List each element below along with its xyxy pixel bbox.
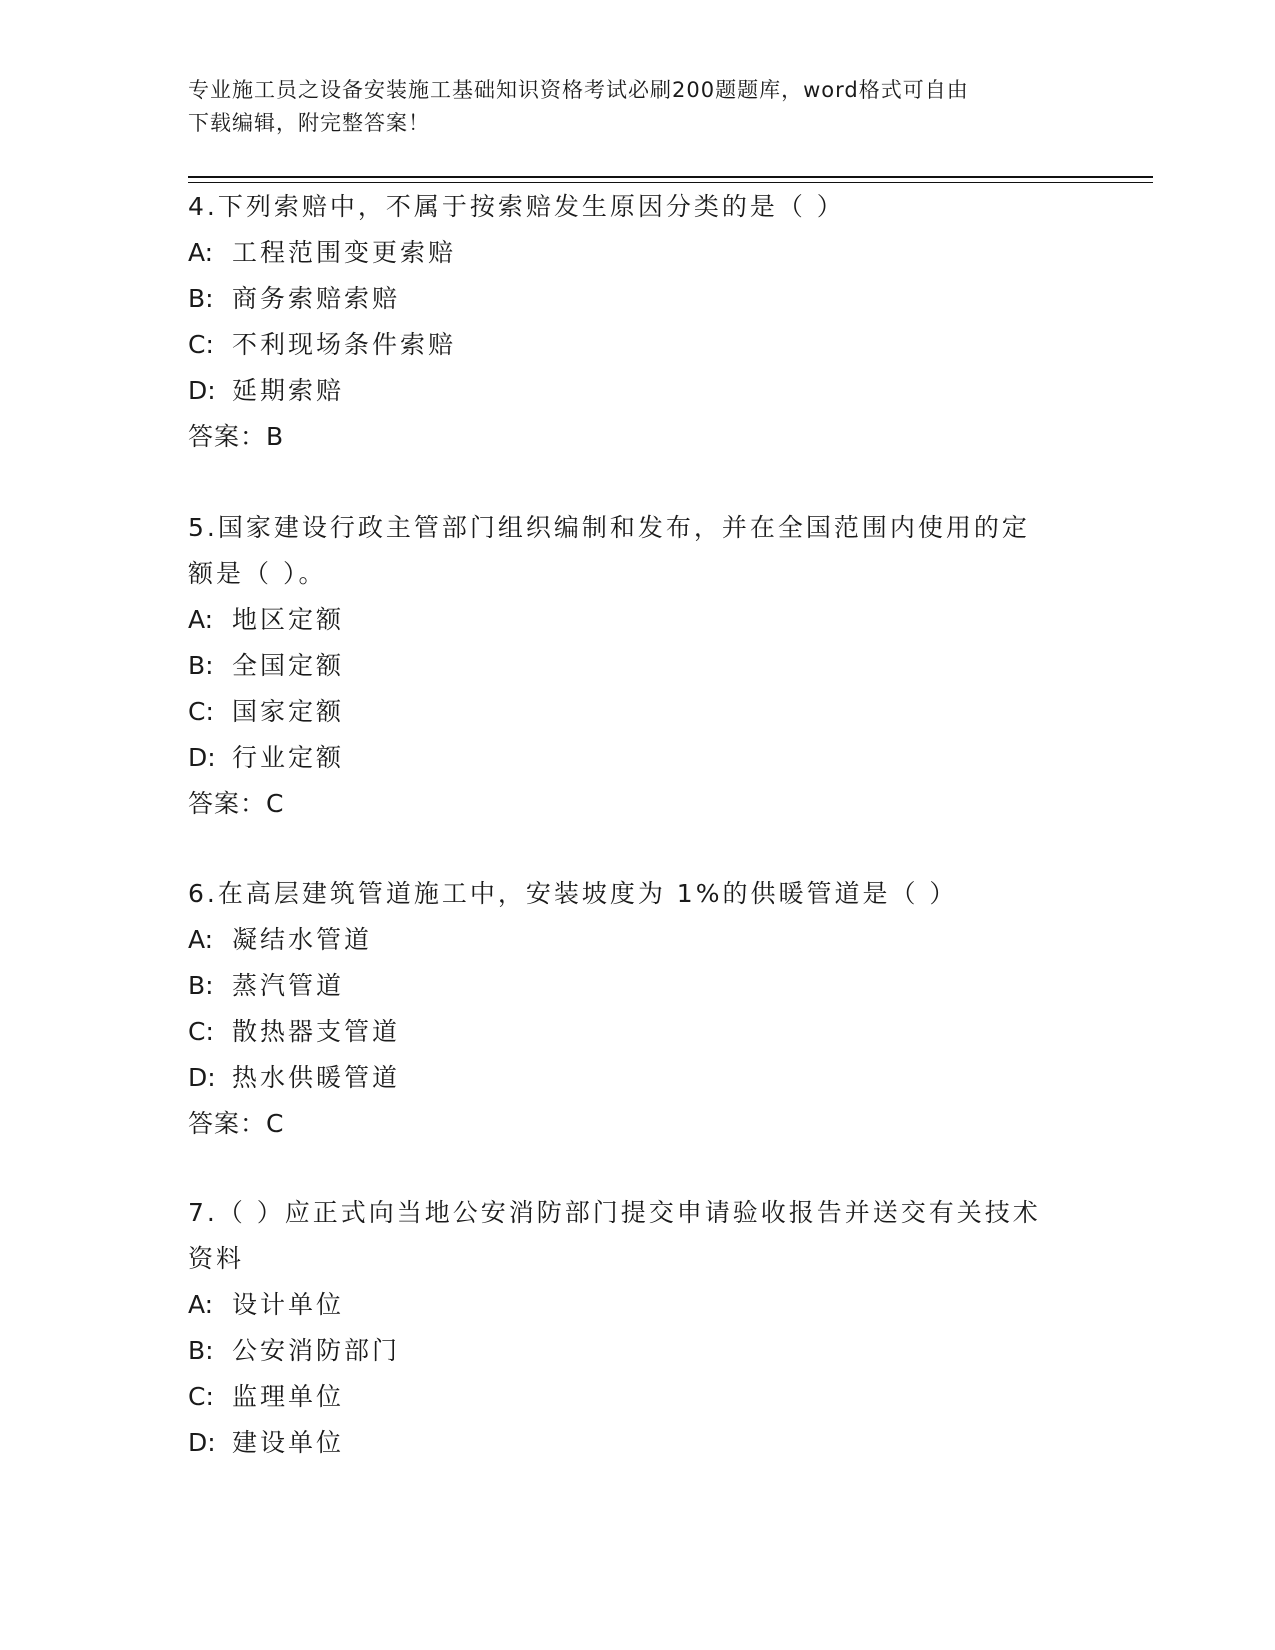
option-text: 散热器支管道 [232,1017,401,1046]
option-text: 地区定额 [232,605,345,634]
option-text: 设计单位 [232,1290,345,1319]
option-text: 延期索赔 [232,376,345,405]
option-b [188,963,1088,1009]
document-header [188,74,1088,140]
question-7 [188,1190,1088,1466]
option-letter: B: [188,651,214,680]
option-letter: B: [188,1336,214,1365]
option-text: 商务索赔索赔 [232,284,401,313]
answer-label: 答案：C [188,789,285,818]
option-letter: C: [188,330,214,359]
option-a [188,230,1088,276]
question-stem: 6.在高层建筑管道施工中，安装坡度为 1%的供暖管道是（ ） [188,879,958,908]
option-letter: C: [188,1382,214,1411]
question-5 [188,505,1088,827]
option-letter: C: [188,697,214,726]
option-c [188,1374,1088,1420]
option-letter: B: [188,971,214,1000]
header-title-line-2: 下载编辑，附完整答案！ [188,111,430,135]
question-stem: 5.国家建设行政主管部门组织编制和发布，并在全国范围内使用的定 [188,513,1030,542]
option-letter: B: [188,284,214,313]
option-text: 国家定额 [232,697,345,726]
option-d [188,735,1088,781]
option-text: 行业定额 [232,743,345,772]
option-text: 监理单位 [232,1382,345,1411]
option-d [188,1055,1088,1101]
option-b [188,643,1088,689]
option-text: 热水供暖管道 [232,1063,401,1092]
question-stem-continued: 资料 [188,1244,245,1273]
option-c [188,689,1088,735]
option-d [188,368,1088,414]
option-letter: D: [188,743,216,772]
option-b [188,276,1088,322]
option-letter: A: [188,238,214,267]
option-a [188,917,1088,963]
option-letter: D: [188,1063,216,1092]
option-text: 蒸汽管道 [232,971,345,1000]
option-letter: D: [188,376,216,405]
question-stem: 4.下列索赔中，不属于按索赔发生原因分类的是（ ） [188,192,845,221]
option-letter: A: [188,925,214,954]
header-divider-thick [188,176,1153,178]
option-text: 工程范围变更索赔 [232,238,457,267]
option-letter: D: [188,1428,216,1457]
option-a [188,597,1088,643]
option-c [188,1009,1088,1055]
question-4 [188,184,1088,460]
answer-label: 答案：B [188,422,285,451]
option-d [188,1420,1088,1466]
question-stem: 7.（ ）应正式向当地公安消防部门提交申请验收报告并送交有关技术 [188,1198,1041,1227]
question-stem-continued: 额是（ ）。 [188,559,327,588]
option-text: 公安消防部门 [232,1336,401,1365]
option-b [188,1328,1088,1374]
option-c [188,322,1088,368]
option-letter: C: [188,1017,214,1046]
option-letter: A: [188,605,214,634]
option-text: 凝结水管道 [232,925,373,954]
option-text: 建设单位 [232,1428,345,1457]
option-text: 全国定额 [232,651,345,680]
question-6 [188,871,1088,1147]
answer-label: 答案：C [188,1109,285,1138]
option-text: 不利现场条件索赔 [232,330,457,359]
header-divider-thin [188,182,1153,183]
option-a [188,1282,1088,1328]
option-letter: A: [188,1290,214,1319]
header-title-line-1: 专业施工员之设备安装施工基础知识资格考试必刷200题题库，word格式可自由 [188,78,969,102]
